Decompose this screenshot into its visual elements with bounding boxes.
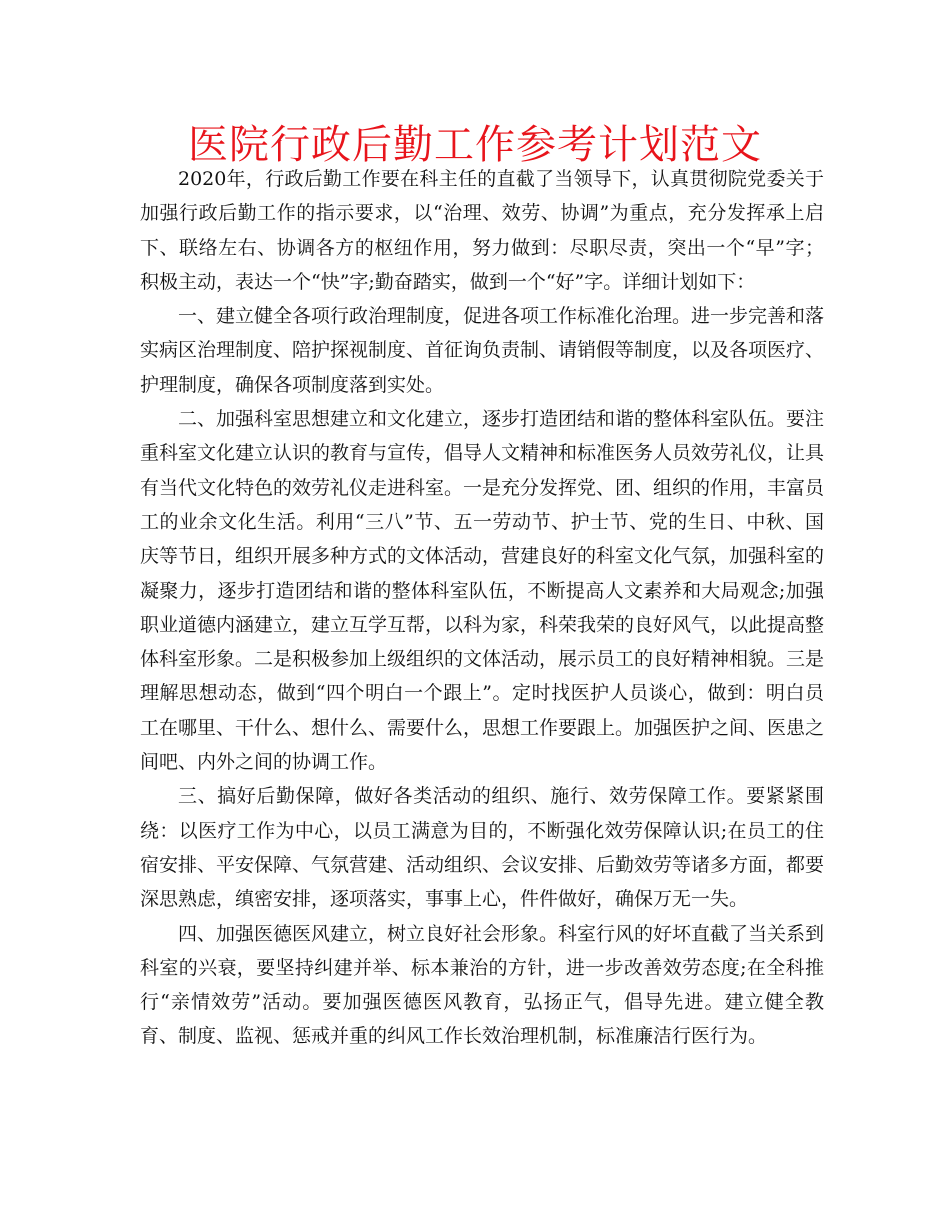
intro-paragraph: 2020年，行政后勤工作要在科主任的直截了当领导下，认真贯彻院党委关于加强行政后勤工作的指示要求，以“治理、效劳、协调”为重点，充分发挥承上启下、联络左右、协调各方的枢纽作用，努力做到：尽职尽责，突出一个“早”字；积极主动，表达一个“快”字;勤奋踏实，做到一个“好”字。详细计划如下： bbox=[140, 168, 824, 293]
document-title: 医院行政后勤工作参考计划范文 bbox=[188, 122, 762, 168]
section-2-paragraph: 二、加强科室思想建立和文化建立，逐步打造团结和谐的整体科室队伍。要注重科室文化建立认识的教育与宣传，倡导人文精神和标准医务人员效劳礼仪，让具有当代文化特色的效劳礼仪走进科室。一是充分发挥党、团、组织的作用，丰富员工的业余文化生活。利用“三八”节、五一劳动节、护士节、党的生日、中秋、国庆等节日，组织开展多种方式的文体活动，营建良好的科室文化气氛，加强科室的凝聚力，逐步打造团结和谐的整体科室队伍，不断提高人文素养和大局观念;加强职业道德内涵建立，建立互学互帮，以科为家，科荣我荣的良好风气，以此提高整体科室形象。二是积极参加上级组织的文体活动，展示员工的良好精神相貌。三是理解思想动态，做到“四个明白一个跟上”。定时找医护人员谈心，做到：明白员工在哪里、干什么、想什么、需要什么，思想工作要跟上。加强医护之间、医患之间吧、内外之间的协调工作。 bbox=[140, 408, 825, 774]
section-1-paragraph: 一、建立健全各项行政治理制度，促进各项工作标准化治理。进一步完善和落实病区治理制度、陪护探视制度、首征询负责制、请销假等制度，以及各项医疗、护理制度，确保各项制度落到实处。 bbox=[140, 305, 825, 396]
document-body bbox=[140, 162, 824, 1054]
section-4-paragraph: 四、加强医德医风建立，树立良好社会形象。科室行风的好坏直截了当关系到科室的兴衰，要坚持纠建并举、标本兼治的方针，进一步改善效劳态度;在全科推行“亲情效劳”活动。要加强医德医风教育，弘扬正气，倡导先进。建立健全教育、制度、监视、惩戒并重的纠风工作长效治理机制，标准廉洁行医行为。 bbox=[140, 922, 825, 1048]
section-3-paragraph: 三、搞好后勤保障，做好各类活动的组织、施行、效劳保障工作。要紧紧围绕：以医疗工作为中心，以员工满意为目的，不断强化效劳保障认识;在员工的住宿安排、平安保障、气氛营建、活动组织、会议安排、后勤效劳等诸多方面，都要深思熟虑，缜密安排，逐项落实，事事上心，件件做好，确保万无一失。 bbox=[140, 785, 825, 911]
